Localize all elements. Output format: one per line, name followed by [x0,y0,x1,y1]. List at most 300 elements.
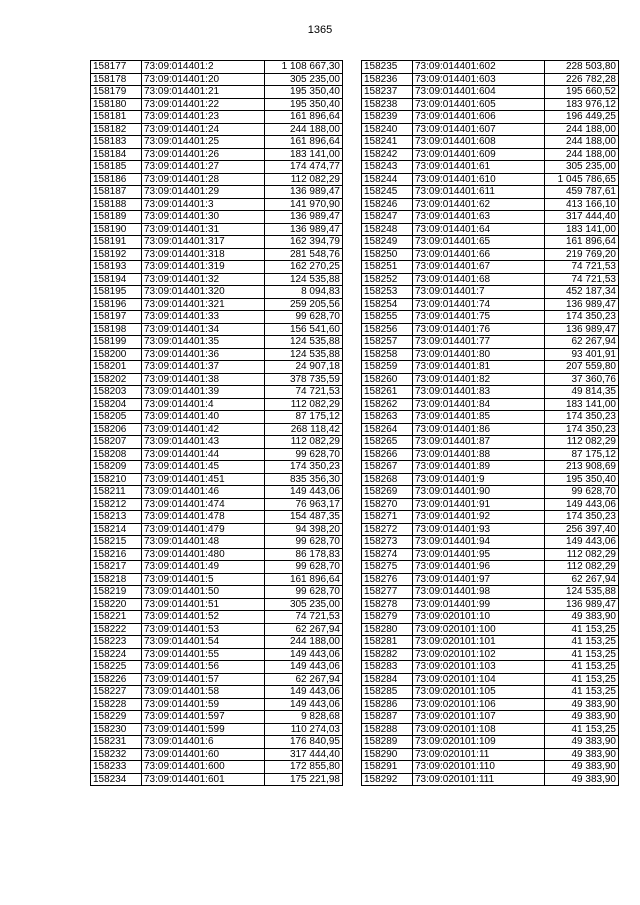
row-number-cell: 158268 [362,473,413,486]
row-number-cell: 158253 [362,286,413,299]
value-cell: 156 541,60 [265,323,343,336]
table-row [91,86,343,99]
table-row [91,486,343,499]
table-row [91,673,343,686]
table-row [362,648,619,661]
value-cell: 41 153,25 [545,636,619,649]
row-number-cell: 158185 [91,161,142,174]
value-cell: 244 188,00 [265,123,343,136]
cadastral-number-cell: 73:09:020101:106 [413,698,545,711]
table-row [362,523,619,536]
table-row [362,223,619,236]
row-number-cell: 158190 [91,223,142,236]
table-row [362,248,619,261]
value-cell: 317 444,40 [265,748,343,761]
table-row [91,323,343,336]
table-row [91,223,343,236]
value-cell: 226 782,28 [545,73,619,86]
cadastral-number-cell: 73:09:020101:10 [413,611,545,624]
cadastral-number-cell: 73:09:014401:98 [413,586,545,599]
value-cell: 244 188,00 [545,123,619,136]
cadastral-number-cell: 73:09:014401:3 [142,198,265,211]
cadastral-number-cell: 73:09:014401:451 [142,473,265,486]
value-cell: 161 896,64 [265,573,343,586]
value-cell: 99 628,70 [265,536,343,549]
row-number-cell: 158273 [362,536,413,549]
cadastral-number-cell: 73:09:014401:35 [142,336,265,349]
value-cell: 110 274,03 [265,723,343,736]
value-cell: 112 082,29 [265,173,343,186]
table-row [91,623,343,636]
table-row [91,636,343,649]
cadastral-number-cell: 73:09:014401:6 [142,736,265,749]
cadastral-number-cell: 73:09:014401:600 [142,761,265,774]
cadastral-number-cell: 73:09:014401:610 [413,173,545,186]
row-number-cell: 158246 [362,198,413,211]
row-number-cell: 158275 [362,561,413,574]
value-cell: 176 840,95 [265,736,343,749]
table-row [91,198,343,211]
table-row [362,723,619,736]
table-row [362,86,619,99]
row-number-cell: 158257 [362,336,413,349]
row-number-cell: 158177 [91,61,142,74]
row-number-cell: 158211 [91,486,142,499]
cadastral-number-cell: 73:09:014401:75 [413,311,545,324]
row-number-cell: 158201 [91,361,142,374]
table-row [362,73,619,86]
cadastral-number-cell: 73:09:014401:478 [142,511,265,524]
table-row [91,548,343,561]
value-cell: 112 082,29 [545,436,619,449]
table-row [91,648,343,661]
cadastral-number-cell: 73:09:014401:54 [142,636,265,649]
table-row [362,161,619,174]
cadastral-number-cell: 73:09:014401:91 [413,498,545,511]
cadastral-number-cell: 73:09:014401:46 [142,486,265,499]
cadastral-number-cell: 73:09:014401:94 [413,536,545,549]
table-row [362,186,619,199]
table-row [362,586,619,599]
row-number-cell: 158215 [91,536,142,549]
value-cell: 1 108 667,30 [265,61,343,74]
cadastral-number-cell: 73:09:020101:109 [413,736,545,749]
row-number-cell: 158219 [91,586,142,599]
row-number-cell: 158202 [91,373,142,386]
table-row [91,723,343,736]
value-cell: 136 989,47 [545,298,619,311]
cadastral-number-cell: 73:09:014401:97 [413,573,545,586]
cadastral-number-cell: 73:09:014401:76 [413,323,545,336]
table-row [91,473,343,486]
row-number-cell: 158265 [362,436,413,449]
value-cell: 161 896,64 [545,236,619,249]
table-row [362,123,619,136]
cadastral-number-cell: 73:09:014401:88 [413,448,545,461]
table-row [362,136,619,149]
table-row [91,611,343,624]
table-row [91,686,343,699]
row-number-cell: 158284 [362,673,413,686]
cadastral-number-cell: 73:09:014401:50 [142,586,265,599]
table-row [91,273,343,286]
row-number-cell: 158223 [91,636,142,649]
row-number-cell: 158274 [362,548,413,561]
cadastral-number-cell: 73:09:014401:32 [142,273,265,286]
value-cell: 183 141,00 [545,223,619,236]
cadastral-number-cell: 73:09:014401:49 [142,561,265,574]
cadastral-number-cell: 73:09:014401:5 [142,573,265,586]
row-number-cell: 158224 [91,648,142,661]
row-number-cell: 158289 [362,736,413,749]
cadastral-number-cell: 73:09:014401:37 [142,361,265,374]
cadastral-number-cell: 73:09:014401:63 [413,211,545,224]
row-number-cell: 158232 [91,748,142,761]
row-number-cell: 158188 [91,198,142,211]
cadastral-number-cell: 73:09:014401:67 [413,261,545,274]
table-row [91,761,343,774]
cadastral-number-cell: 73:09:014401:99 [413,598,545,611]
table-row [362,298,619,311]
row-number-cell: 158286 [362,698,413,711]
table-row [91,423,343,436]
cadastral-number-cell: 73:09:014401:23 [142,111,265,124]
table-row [91,461,343,474]
table-row [362,273,619,286]
table-row [91,248,343,261]
row-number-cell: 158269 [362,486,413,499]
left-register-body [91,61,343,786]
table-row [362,511,619,524]
value-cell: 244 188,00 [545,148,619,161]
cadastral-number-cell: 73:09:014401:7 [413,286,545,299]
row-number-cell: 158207 [91,436,142,449]
value-cell: 41 153,25 [545,623,619,636]
table-row [362,636,619,649]
cadastral-number-cell: 73:09:014401:66 [413,248,545,261]
row-number-cell: 158196 [91,298,142,311]
table-row [91,161,343,174]
row-number-cell: 158271 [362,511,413,524]
cadastral-number-cell: 73:09:014401:80 [413,348,545,361]
cadastral-number-cell: 73:09:014401:21 [142,86,265,99]
cadastral-number-cell: 73:09:014401:606 [413,111,545,124]
value-cell: 141 970,90 [265,198,343,211]
row-number-cell: 158214 [91,523,142,536]
cadastral-number-cell: 73:09:020101:101 [413,636,545,649]
value-cell: 99 628,70 [265,311,343,324]
table-row [362,473,619,486]
row-number-cell: 158260 [362,373,413,386]
value-cell: 174 350,23 [265,461,343,474]
row-number-cell: 158281 [362,636,413,649]
row-number-cell: 158236 [362,73,413,86]
table-row [362,561,619,574]
row-number-cell: 158206 [91,423,142,436]
cadastral-number-cell: 73:09:014401:90 [413,486,545,499]
table-row [362,336,619,349]
table-row [362,573,619,586]
value-cell: 41 153,25 [545,686,619,699]
cadastral-number-cell: 73:09:020101:100 [413,623,545,636]
row-number-cell: 158277 [362,586,413,599]
value-cell: 76 963,17 [265,498,343,511]
row-number-cell: 158288 [362,723,413,736]
value-cell: 174 474,77 [265,161,343,174]
table-row [91,523,343,536]
value-cell: 195 350,40 [265,86,343,99]
table-row [91,498,343,511]
cadastral-number-cell: 73:09:014401:60 [142,748,265,761]
row-number-cell: 158249 [362,236,413,249]
row-number-cell: 158252 [362,273,413,286]
row-number-cell: 158279 [362,611,413,624]
row-number-cell: 158189 [91,211,142,224]
row-number-cell: 158278 [362,598,413,611]
value-cell: 49 383,90 [545,748,619,761]
cadastral-number-cell: 73:09:014401:83 [413,386,545,399]
cadastral-number-cell: 73:09:014401:474 [142,498,265,511]
value-cell: 317 444,40 [545,211,619,224]
value-cell: 49 383,90 [545,736,619,749]
table-row [91,186,343,199]
row-number-cell: 158186 [91,173,142,186]
cadastral-number-cell: 73:09:014401:317 [142,236,265,249]
table-row [362,611,619,624]
row-number-cell: 158205 [91,411,142,424]
value-cell: 112 082,29 [265,436,343,449]
cadastral-number-cell: 73:09:020101:105 [413,686,545,699]
cadastral-number-cell: 73:09:014401:48 [142,536,265,549]
value-cell: 378 735,59 [265,373,343,386]
table-row [362,148,619,161]
table-row [362,698,619,711]
value-cell: 62 267,94 [265,623,343,636]
cadastral-number-cell: 73:09:014401:82 [413,373,545,386]
cadastral-number-cell: 73:09:014401:4 [142,398,265,411]
cadastral-number-cell: 73:09:014401:81 [413,361,545,374]
table-row [91,261,343,274]
row-number-cell: 158244 [362,173,413,186]
value-cell: 93 401,91 [545,348,619,361]
row-number-cell: 158259 [362,361,413,374]
table-row [91,598,343,611]
table-row [91,386,343,399]
cadastral-number-cell: 73:09:014401:84 [413,398,545,411]
value-cell: 162 394,79 [265,236,343,249]
table-row [362,236,619,249]
row-number-cell: 158191 [91,236,142,249]
table-row [91,98,343,111]
cadastral-number-cell: 73:09:014401:321 [142,298,265,311]
value-cell: 413 166,10 [545,198,619,211]
cadastral-number-cell: 73:09:014401:74 [413,298,545,311]
row-number-cell: 158181 [91,111,142,124]
value-cell: 195 660,52 [545,86,619,99]
value-cell: 183 141,00 [265,148,343,161]
table-row [91,436,343,449]
cadastral-number-cell: 73:09:014401:56 [142,661,265,674]
row-number-cell: 158267 [362,461,413,474]
table-row [91,773,343,786]
row-number-cell: 158194 [91,273,142,286]
cadastral-number-cell: 73:09:014401:95 [413,548,545,561]
value-cell: 149 443,06 [265,698,343,711]
table-row [91,711,343,724]
value-cell: 174 350,23 [545,411,619,424]
cadastral-number-cell: 73:09:014401:38 [142,373,265,386]
table-row [362,211,619,224]
value-cell: 41 153,25 [545,648,619,661]
table-row [362,286,619,299]
value-cell: 244 188,00 [265,636,343,649]
value-cell: 136 989,47 [265,211,343,224]
cadastral-number-cell: 73:09:014401:608 [413,136,545,149]
value-cell: 149 443,06 [545,498,619,511]
row-number-cell: 158200 [91,348,142,361]
table-row [362,373,619,386]
table-row [362,536,619,549]
cadastral-number-cell: 73:09:014401:87 [413,436,545,449]
cadastral-number-cell: 73:09:014401:9 [413,473,545,486]
row-number-cell: 158290 [362,748,413,761]
value-cell: 9 828,68 [265,711,343,724]
row-number-cell: 158204 [91,398,142,411]
row-number-cell: 158221 [91,611,142,624]
value-cell: 24 907,18 [265,361,343,374]
row-number-cell: 158247 [362,211,413,224]
table-row [91,111,343,124]
cadastral-number-cell: 73:09:014401:25 [142,136,265,149]
table-row [362,173,619,186]
table-row [362,498,619,511]
table-row [362,773,619,786]
cadastral-number-cell: 73:09:014401:61 [413,161,545,174]
value-cell: 259 205,56 [265,298,343,311]
row-number-cell: 158226 [91,673,142,686]
cadastral-number-cell: 73:09:014401:55 [142,648,265,661]
cadastral-number-cell: 73:09:014401:320 [142,286,265,299]
row-number-cell: 158217 [91,561,142,574]
cadastral-number-cell: 73:09:014401:43 [142,436,265,449]
row-number-cell: 158264 [362,423,413,436]
row-number-cell: 158280 [362,623,413,636]
row-number-cell: 158198 [91,323,142,336]
value-cell: 49 383,90 [545,773,619,786]
value-cell: 49 383,90 [545,611,619,624]
value-cell: 8 094,83 [265,286,343,299]
row-number-cell: 158216 [91,548,142,561]
row-number-cell: 158255 [362,311,413,324]
value-cell: 256 397,40 [545,523,619,536]
cadastral-number-cell: 73:09:014401:34 [142,323,265,336]
value-cell: 41 153,25 [545,661,619,674]
table-row [91,561,343,574]
value-cell: 162 270,25 [265,261,343,274]
table-row [362,323,619,336]
cadastral-number-cell: 73:09:014401:31 [142,223,265,236]
value-cell: 136 989,47 [265,186,343,199]
cadastral-number-cell: 73:09:014401:24 [142,123,265,136]
value-cell: 195 350,40 [265,98,343,111]
table-row [91,311,343,324]
row-number-cell: 158199 [91,336,142,349]
table-row [91,536,343,549]
cadastral-number-cell: 73:09:014401:33 [142,311,265,324]
cadastral-number-cell: 73:09:014401:51 [142,598,265,611]
row-number-cell: 158182 [91,123,142,136]
table-row [362,61,619,74]
row-number-cell: 158235 [362,61,413,74]
row-number-cell: 158208 [91,448,142,461]
row-number-cell: 158209 [91,461,142,474]
cadastral-number-cell: 73:09:014401:597 [142,711,265,724]
value-cell: 124 535,88 [265,336,343,349]
cadastral-number-cell: 73:09:014401:601 [142,773,265,786]
value-cell: 124 535,88 [265,273,343,286]
value-cell: 161 896,64 [265,136,343,149]
cadastral-number-cell: 73:09:014401:603 [413,73,545,86]
cadastral-number-cell: 73:09:014401:28 [142,173,265,186]
table-row [362,598,619,611]
value-cell: 86 178,83 [265,548,343,561]
table-row [91,148,343,161]
cadastral-number-cell: 73:09:014401:96 [413,561,545,574]
row-number-cell: 158203 [91,386,142,399]
cadastral-number-cell: 73:09:014401:62 [413,198,545,211]
row-number-cell: 158197 [91,311,142,324]
cadastral-number-cell: 73:09:014401:604 [413,86,545,99]
row-number-cell: 158237 [362,86,413,99]
row-number-cell: 158256 [362,323,413,336]
cadastral-number-cell: 73:09:014401:57 [142,673,265,686]
table-row [91,173,343,186]
value-cell: 281 548,76 [265,248,343,261]
value-cell: 161 896,64 [265,111,343,124]
row-number-cell: 158258 [362,348,413,361]
value-cell: 183 141,00 [545,398,619,411]
cadastral-number-cell: 73:09:014401:480 [142,548,265,561]
cadastral-number-cell: 73:09:014401:89 [413,461,545,474]
cadastral-number-cell: 73:09:014401:39 [142,386,265,399]
cadastral-number-cell: 73:09:014401:42 [142,423,265,436]
value-cell: 305 235,00 [545,161,619,174]
value-cell: 49 383,90 [545,698,619,711]
value-cell: 149 443,06 [265,486,343,499]
cadastral-number-cell: 73:09:014401:27 [142,161,265,174]
cadastral-number-cell: 73:09:014401:44 [142,448,265,461]
row-number-cell: 158228 [91,698,142,711]
value-cell: 99 628,70 [265,448,343,461]
table-row [91,586,343,599]
cadastral-number-cell: 73:09:014401:479 [142,523,265,536]
cadastral-number-cell: 73:09:014401:607 [413,123,545,136]
cadastral-number-cell: 73:09:020101:110 [413,761,545,774]
row-number-cell: 158178 [91,73,142,86]
table-row [91,348,343,361]
table-row [91,73,343,86]
row-number-cell: 158218 [91,573,142,586]
table-row [91,698,343,711]
value-cell: 452 187,34 [545,286,619,299]
table-row [91,336,343,349]
cadastral-number-cell: 73:09:014401:52 [142,611,265,624]
table-row [91,298,343,311]
value-cell: 305 235,00 [265,598,343,611]
cadastral-number-cell: 73:09:014401:58 [142,686,265,699]
row-number-cell: 158263 [362,411,413,424]
table-row [362,198,619,211]
